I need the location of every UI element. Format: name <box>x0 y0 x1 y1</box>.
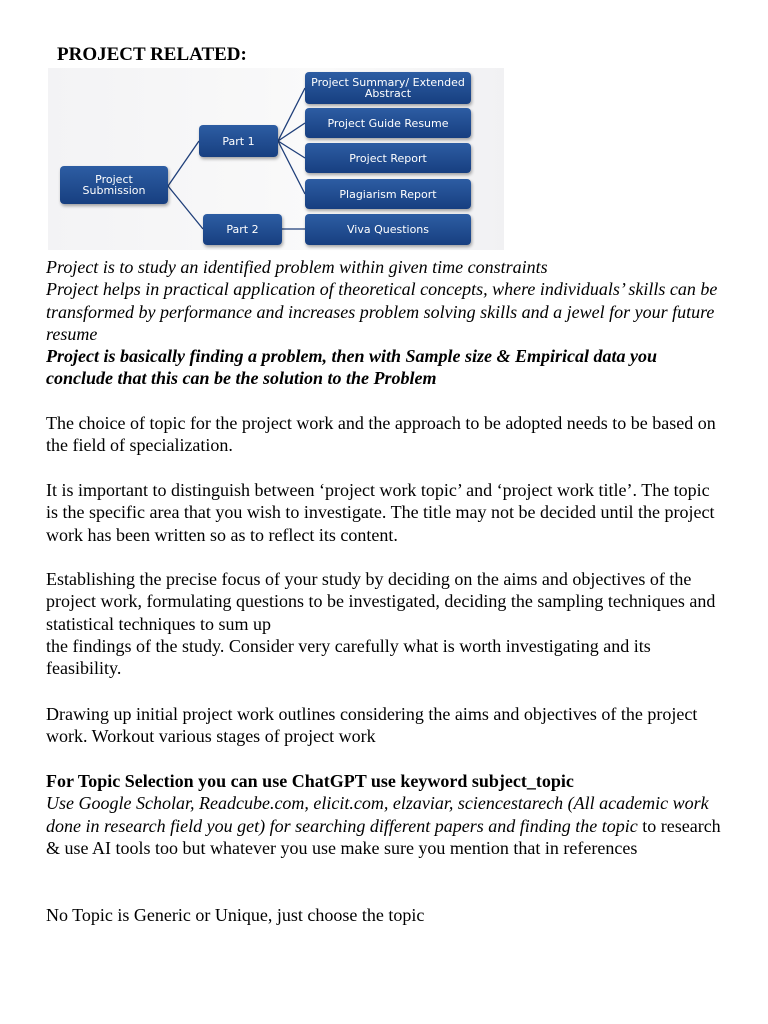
topic-selection-block <box>46 770 726 859</box>
project-submission-diagram <box>48 68 504 250</box>
topic-selection-tools: Use Google Scholar, Readcube.com, elicit.com, elzaviar, sciencestarech (All academic work done in research field you get) for searching different papers and finding the topic <box>46 793 709 836</box>
study-focus-line-1: Establishing the precise focus of your study by deciding on the aims and objectives of the project work, formulating questions to be investigated, deciding the sampling techniques and statistical techniques to sum up <box>46 569 716 634</box>
node-viva-questions: Viva Questions <box>305 214 471 245</box>
paragraph-outlines: Drawing up initial project work outlines considering the aims and objectives of the project work. Workout various stages of project work <box>46 704 698 747</box>
paragraph-study-focus <box>46 568 726 679</box>
intro-bold-statement: Project is basically finding a problem, then with Sample size & Empirical data you conclude that this can be the solution to the Problem <box>46 346 658 389</box>
topic-selection-note: to research & use AI tools too but whatever you use make sure you mention that in references <box>46 815 721 858</box>
node-project-report: Project Report <box>305 143 471 173</box>
connector-root-part1 <box>168 141 199 186</box>
node-part-2: Part 2 <box>203 214 282 245</box>
paragraph-closing: No Topic is Generic or Unique, just choose the topic <box>46 905 425 925</box>
intro-line-2: Project helps in practical application of theoretical concepts, where individuals’ skills can be transformed by performance and increases problem solving skills and a jewel for your future resume <box>46 279 718 344</box>
connector-part1-summary <box>278 88 305 141</box>
paragraph-topic-vs-title: It is important to distinguish between ‘project work topic’ and ‘project work title’. The topic is the specific area that you wish to investigate. The title may not be decided until the project work has been written so as to reflect its content. <box>46 480 715 545</box>
node-plagiarism-report: Plagiarism Report <box>305 179 471 209</box>
node-part-1: Part 1 <box>199 125 278 157</box>
page-heading: PROJECT RELATED: <box>57 44 247 65</box>
study-focus-line-2: the findings of the study. Consider very carefully what is worth investigating and its feasibility. <box>46 635 651 679</box>
paragraph-topic-choice: The choice of topic for the project work and the approach to be adopted needs to be based on the field of specialization. <box>46 413 716 456</box>
node-project-submission: Project Submission <box>60 166 168 204</box>
node-project-guide-resume: Project Guide Resume <box>305 108 471 138</box>
connector-root-part2 <box>168 186 203 229</box>
intro-block <box>46 256 726 390</box>
topic-selection-heading: For Topic Selection you can use ChatGPT use keyword subject_topic <box>46 771 574 791</box>
node-project-summary: Project Summary/ Extended Abstract <box>305 72 471 104</box>
intro-line-1: Project is to study an identified problem within given time constraints <box>46 257 548 277</box>
topic-selection-body <box>46 792 726 859</box>
